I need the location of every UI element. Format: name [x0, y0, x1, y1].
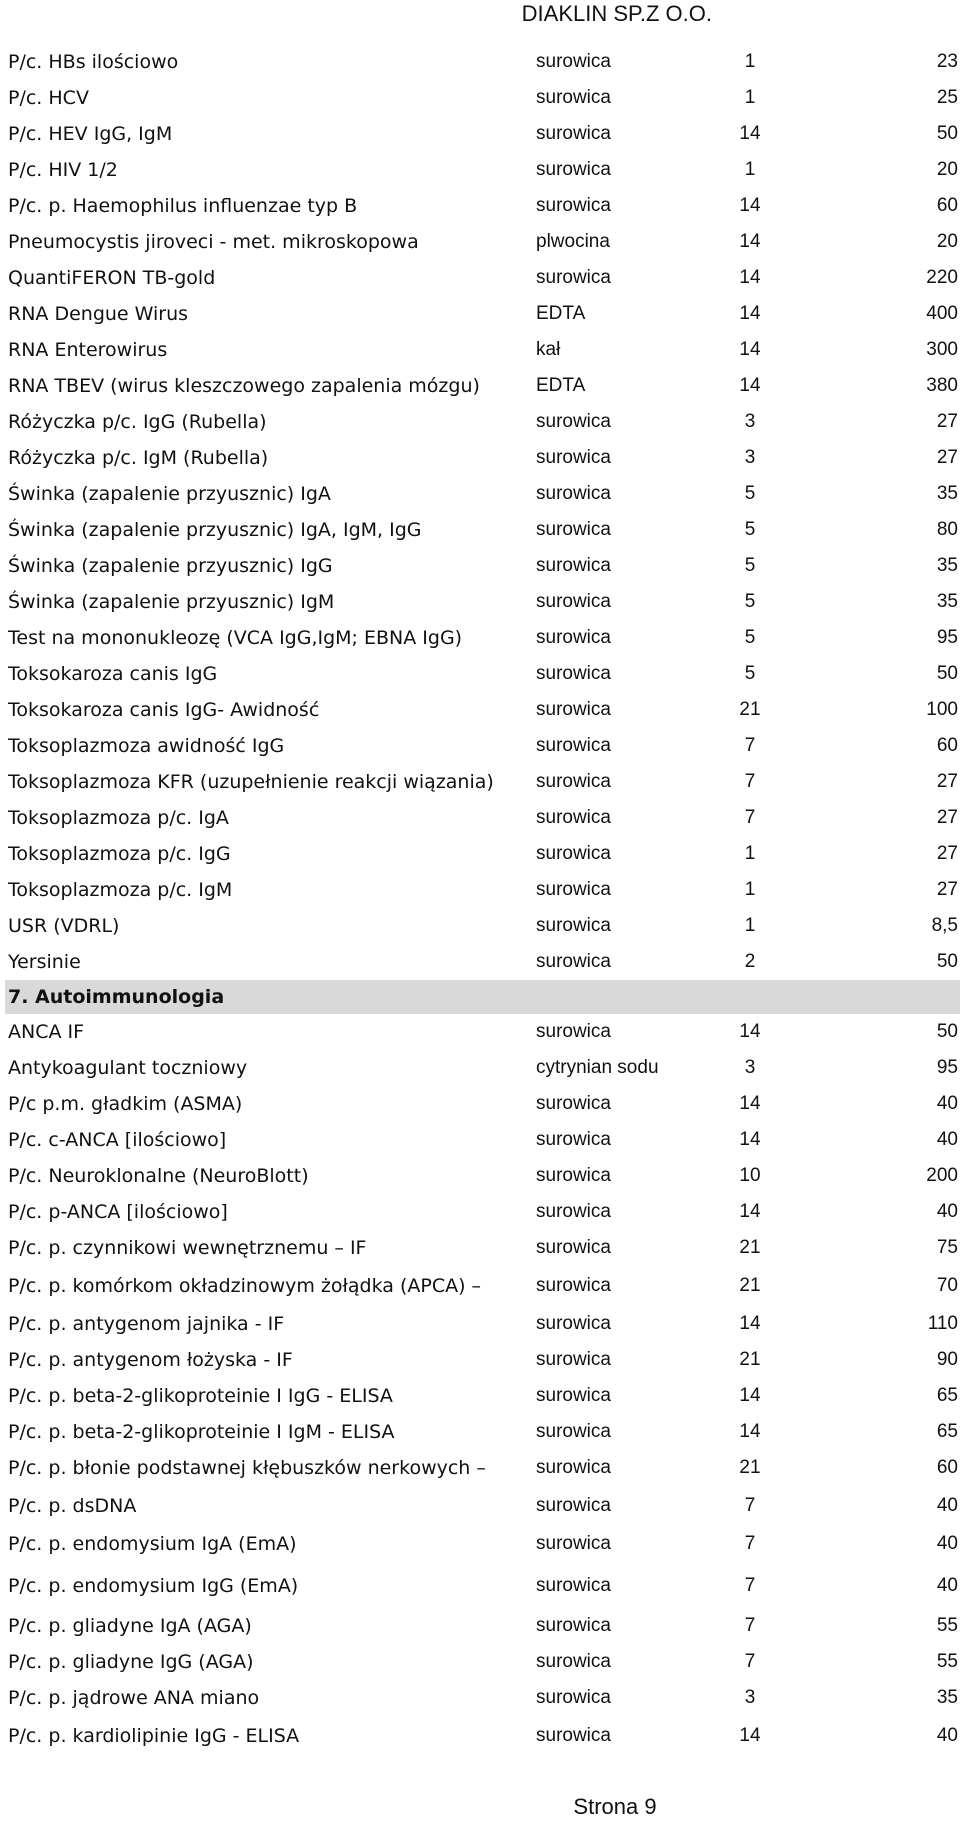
material: surowica [536, 735, 611, 756]
turnaround-days: 14 [739, 1021, 761, 1042]
material: surowica [536, 1651, 611, 1672]
test-name: P/c. p. czynnikowi wewnętrznemu – IF [8, 1237, 367, 1259]
material: surowica [536, 627, 611, 648]
price: 70 [936, 1275, 958, 1296]
price: 35 [936, 555, 958, 576]
table-row [0, 1124, 960, 1156]
material: surowica [536, 699, 611, 720]
price: 27 [936, 447, 958, 468]
price: 27 [936, 843, 958, 864]
test-name: P/c. p. błonie podstawnej kłębuszków nerkowych – [8, 1457, 486, 1479]
turnaround-days: 7 [744, 807, 756, 828]
table-row [0, 910, 960, 942]
material: surowica [536, 1421, 611, 1442]
table-row [0, 1052, 960, 1084]
price: 300 [926, 339, 958, 360]
material: surowica [536, 951, 611, 972]
turnaround-days: 21 [739, 1275, 761, 1296]
test-name: Toksoplazmoza awidność IgG [8, 735, 285, 757]
turnaround-days: 5 [744, 483, 756, 504]
price: 60 [936, 195, 958, 216]
price: 80 [936, 519, 958, 540]
test-name: Toksoplazmoza KFR (uzupełnienie reakcji wiązania) [8, 771, 494, 793]
page-footer [0, 1792, 960, 1822]
table-row [0, 802, 960, 834]
test-name: P/c. Neuroklonalne (NeuroBlott) [8, 1165, 309, 1187]
price: 55 [936, 1651, 958, 1672]
price: 40 [936, 1495, 958, 1516]
turnaround-days: 14 [739, 375, 761, 396]
table-row [0, 1528, 960, 1560]
table-row [0, 262, 960, 294]
material: kał [536, 339, 561, 360]
price: 110 [927, 1313, 958, 1334]
material: surowica [536, 195, 611, 216]
page-number: Strona 9 [573, 1794, 657, 1819]
turnaround-days: 3 [744, 411, 756, 432]
material: surowica [536, 1349, 611, 1370]
turnaround-days: 14 [739, 1093, 761, 1114]
test-name: Różyczka p/c. IgM (Rubella) [8, 447, 269, 469]
test-name: Toksokaroza canis IgG [8, 663, 218, 685]
test-name: Świnka (zapalenie przyusznic) IgA [8, 483, 331, 505]
material: surowica [536, 1385, 611, 1406]
material: surowica [536, 1093, 611, 1114]
test-name: P/c. p. antygenom jajnika - IF [8, 1313, 285, 1335]
table-row [0, 118, 960, 150]
material: surowica [536, 879, 611, 900]
table-row [0, 1016, 960, 1048]
price: 27 [936, 879, 958, 900]
turnaround-days: 1 [744, 915, 756, 936]
price: 40 [936, 1533, 958, 1554]
test-name: ANCA IF [8, 1021, 85, 1043]
material: surowica [536, 1615, 611, 1636]
material: surowica [536, 483, 611, 504]
table-row [0, 442, 960, 474]
price: 40 [936, 1575, 958, 1596]
price: 20 [936, 231, 958, 252]
material: plwocina [536, 231, 610, 252]
material: surowica [536, 555, 611, 576]
material: surowica [536, 843, 611, 864]
table-row [0, 1452, 960, 1484]
price: 27 [936, 771, 958, 792]
material: surowica [536, 1021, 611, 1042]
price: 35 [936, 1687, 958, 1708]
turnaround-days: 7 [744, 735, 756, 756]
table-row [0, 1308, 960, 1340]
table-row [0, 766, 960, 798]
material: surowica [536, 1165, 611, 1186]
turnaround-days: 1 [744, 159, 756, 180]
price: 55 [936, 1615, 958, 1636]
turnaround-days: 14 [739, 267, 761, 288]
turnaround-days: 5 [744, 627, 756, 648]
table-row [0, 550, 960, 582]
turnaround-days: 10 [739, 1165, 761, 1186]
turnaround-days: 5 [744, 555, 756, 576]
table-row [0, 1380, 960, 1412]
turnaround-days: 3 [744, 1057, 756, 1078]
material: EDTA [536, 303, 586, 324]
price: 8,5 [931, 915, 958, 936]
test-name: P/c. p. jądrowe ANA miano [8, 1687, 260, 1709]
table-row [0, 1682, 960, 1714]
price: 75 [936, 1237, 958, 1258]
turnaround-days: 7 [744, 1615, 756, 1636]
table-row [0, 1088, 960, 1120]
turnaround-days: 7 [744, 1575, 756, 1596]
price: 380 [926, 375, 958, 396]
table-row [0, 478, 960, 510]
test-name: P/c. p. beta-2-glikoproteinie I IgM - ELISA [8, 1421, 395, 1443]
test-name: RNA Enterowirus [8, 339, 168, 361]
material: surowica [536, 1275, 611, 1296]
turnaround-days: 14 [739, 195, 761, 216]
turnaround-days: 14 [739, 1129, 761, 1150]
table-row [0, 1270, 960, 1302]
test-name: USR (VDRL) [8, 915, 120, 937]
price: 25 [936, 87, 958, 108]
material: surowica [536, 519, 611, 540]
table-row [0, 514, 960, 546]
test-name: Antykoagulant toczniowy [8, 1057, 248, 1079]
table-row [0, 838, 960, 870]
section-title: 7. Autoimmunologia [8, 986, 225, 1008]
price: 35 [936, 483, 958, 504]
turnaround-days: 7 [744, 1651, 756, 1672]
price: 50 [936, 951, 958, 972]
material: surowica [536, 447, 611, 468]
price: 60 [936, 735, 958, 756]
test-name: P/c. HCV [8, 87, 89, 109]
turnaround-days: 14 [739, 123, 761, 144]
material: EDTA [536, 375, 586, 396]
table-row [0, 298, 960, 330]
test-name: P/c. c-ANCA [ilościowo] [8, 1129, 227, 1151]
turnaround-days: 3 [744, 447, 756, 468]
test-name: Toksoplazmoza p/c. IgM [8, 879, 233, 901]
turnaround-days: 14 [739, 1313, 761, 1334]
material: surowica [536, 51, 611, 72]
turnaround-days: 14 [739, 1385, 761, 1406]
test-name: P/c. p. gliadyne IgG (AGA) [8, 1651, 254, 1673]
test-name: P/c. p. dsDNA [8, 1495, 137, 1517]
price: 65 [936, 1421, 958, 1442]
test-name: Świnka (zapalenie przyusznic) IgM [8, 591, 335, 613]
turnaround-days: 3 [744, 1687, 756, 1708]
test-name: P/c. p. Haemophilus influenzae typ B [8, 195, 358, 217]
turnaround-days: 14 [739, 1421, 761, 1442]
table-row [0, 370, 960, 402]
material: surowica [536, 1725, 611, 1746]
table-row [0, 1720, 960, 1752]
price: 50 [936, 663, 958, 684]
price: 40 [936, 1201, 958, 1222]
price: 400 [926, 303, 958, 324]
price: 50 [936, 123, 958, 144]
turnaround-days: 7 [744, 1533, 756, 1554]
table-row [0, 622, 960, 654]
price: 95 [936, 627, 958, 648]
test-name: P/c. p. antygenom łożyska - IF [8, 1349, 293, 1371]
material: surowica [536, 411, 611, 432]
price: 40 [936, 1725, 958, 1746]
test-name: RNA TBEV (wirus kleszczowego zapalenia mózgu) [8, 375, 480, 397]
material: surowica [536, 1237, 611, 1258]
turnaround-days: 2 [744, 951, 756, 972]
table-row [0, 1646, 960, 1678]
table-row [0, 1570, 960, 1602]
test-name: P/c. p. beta-2-glikoproteinie I IgG - ELISA [8, 1385, 393, 1407]
turnaround-days: 5 [744, 519, 756, 540]
table-row [0, 1232, 960, 1264]
price: 27 [936, 411, 958, 432]
turnaround-days: 21 [739, 1349, 761, 1370]
price: 60 [936, 1457, 958, 1478]
material: surowica [536, 807, 611, 828]
material: surowica [536, 1495, 611, 1516]
material: surowica [536, 663, 611, 684]
material: surowica [536, 1457, 611, 1478]
material: surowica [536, 1575, 611, 1596]
turnaround-days: 14 [739, 1201, 761, 1222]
test-name: Toksokaroza canis IgG- Awidność [8, 699, 320, 721]
table-row [0, 1416, 960, 1448]
material: surowica [536, 1533, 611, 1554]
turnaround-days: 14 [739, 339, 761, 360]
table-row [0, 1610, 960, 1642]
turnaround-days: 7 [744, 771, 756, 792]
material: cytrynian sodu [536, 1057, 659, 1078]
material: surowica [536, 1129, 611, 1150]
turnaround-days: 14 [739, 303, 761, 324]
turnaround-days: 14 [739, 1725, 761, 1746]
test-name: Toksoplazmoza p/c. IgG [8, 843, 231, 865]
test-name: Świnka (zapalenie przyusznic) IgG [8, 555, 333, 577]
company-header: DIAKLIN SP.Z O.O. [521, 1, 712, 26]
price: 65 [936, 1385, 958, 1406]
table-row [0, 154, 960, 186]
turnaround-days: 21 [739, 1457, 761, 1478]
turnaround-days: 5 [744, 591, 756, 612]
turnaround-days: 21 [739, 699, 761, 720]
test-name: Yersinie [8, 951, 81, 973]
test-name: P/c. p. endomysium IgG (EmA) [8, 1575, 299, 1597]
table-row [0, 1160, 960, 1192]
material: surowica [536, 915, 611, 936]
price: 95 [936, 1057, 958, 1078]
price: 20 [936, 159, 958, 180]
price: 220 [926, 267, 958, 288]
test-name: P/c. p. endomysium IgA (EmA) [8, 1533, 297, 1555]
test-name: RNA Dengue Wirus [8, 303, 189, 325]
material: surowica [536, 267, 611, 288]
section-header [5, 980, 960, 1014]
turnaround-days: 1 [744, 879, 756, 900]
price: 40 [936, 1093, 958, 1114]
material: surowica [536, 1687, 611, 1708]
price: 35 [936, 591, 958, 612]
material: surowica [536, 591, 611, 612]
table-row [0, 1490, 960, 1522]
turnaround-days: 21 [739, 1237, 761, 1258]
material: surowica [536, 1313, 611, 1334]
test-name: Świnka (zapalenie przyusznic) IgA, IgM, IgG [8, 519, 422, 541]
test-name: QuantiFERON TB-gold [8, 267, 216, 289]
test-name: Różyczka p/c. IgG (Rubella) [8, 411, 267, 433]
price: 90 [936, 1349, 958, 1370]
table-row [0, 82, 960, 114]
table-row [0, 586, 960, 618]
table-row [0, 694, 960, 726]
material: surowica [536, 159, 611, 180]
test-name: P/c. p. komórkom okładzinowym żołądka (APCA) – [8, 1275, 482, 1297]
price: 27 [936, 807, 958, 828]
material: surowica [536, 87, 611, 108]
table-row [0, 1196, 960, 1228]
test-name: P/c. HBs ilościowo [8, 51, 179, 73]
table-row [0, 874, 960, 906]
material: surowica [536, 123, 611, 144]
table-row [0, 334, 960, 366]
test-name: Pneumocystis jiroveci - met. mikroskopowa [8, 231, 419, 253]
test-name: P/c. p-ANCA [ilościowo] [8, 1201, 228, 1223]
table-row [0, 46, 960, 78]
turnaround-days: 1 [744, 51, 756, 72]
turnaround-days: 1 [744, 87, 756, 108]
test-name: P/c. p. gliadyne IgA (AGA) [8, 1615, 252, 1637]
material: surowica [536, 1201, 611, 1222]
table-row [0, 946, 960, 978]
table-row [0, 190, 960, 222]
price: 200 [926, 1165, 958, 1186]
table-row [0, 1344, 960, 1376]
table-row [0, 730, 960, 762]
price: 50 [936, 1021, 958, 1042]
test-name: P/c. p. kardiolipinie IgG - ELISA [8, 1725, 300, 1747]
turnaround-days: 5 [744, 663, 756, 684]
test-name: P/c. HIV 1/2 [8, 159, 118, 181]
test-name: P/c. HEV IgG, IgM [8, 123, 173, 145]
test-name: Test na mononukleozę (VCA IgG,IgM; EBNA IgG) [8, 627, 463, 649]
turnaround-days: 1 [744, 843, 756, 864]
table-row [0, 226, 960, 258]
turnaround-days: 7 [744, 1495, 756, 1516]
turnaround-days: 14 [739, 231, 761, 252]
table-row [0, 658, 960, 690]
price: 100 [926, 699, 958, 720]
test-name: P/c p.m. gładkim (ASMA) [8, 1093, 243, 1115]
price: 23 [936, 51, 958, 72]
test-name: Toksoplazmoza p/c. IgA [8, 807, 229, 829]
material: surowica [536, 771, 611, 792]
table-row [0, 406, 960, 438]
price: 40 [936, 1129, 958, 1150]
